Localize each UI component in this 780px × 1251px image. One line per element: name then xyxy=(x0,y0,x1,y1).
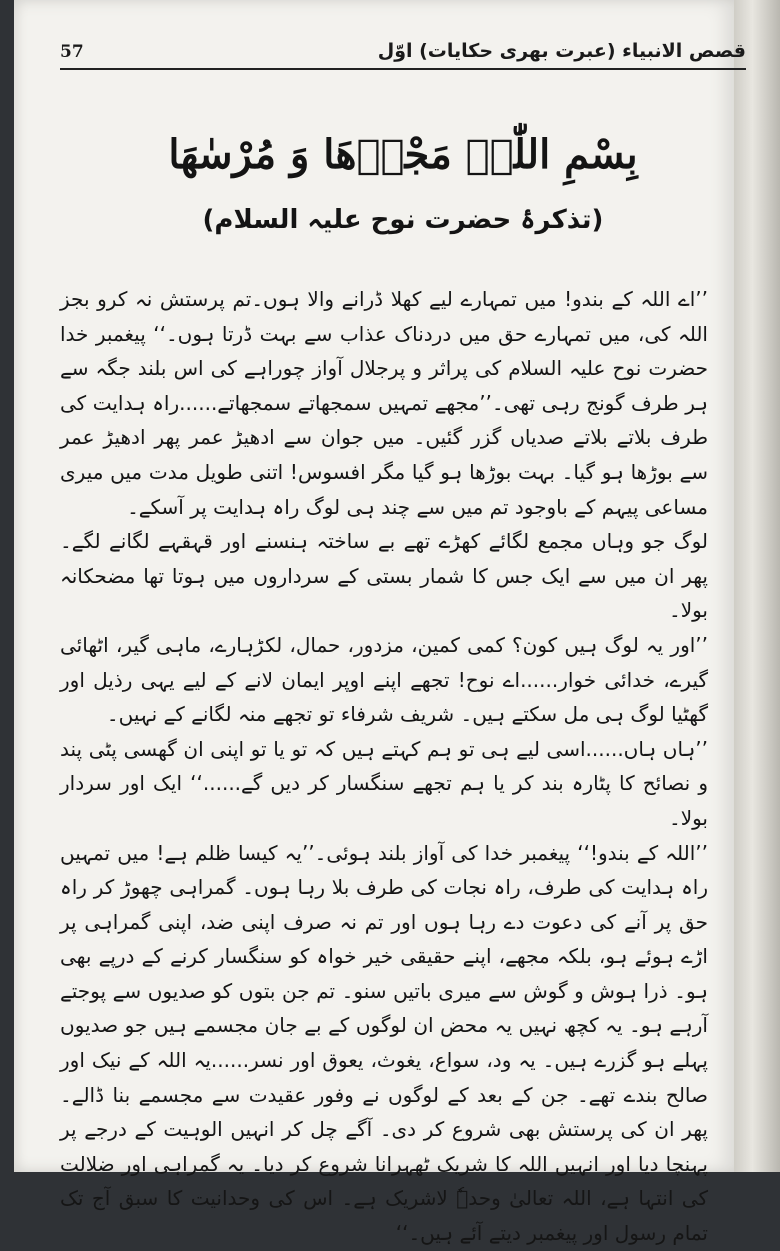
bismillah-heading: بِسْمِ اللّٰہِ مَجْرٖھَا وَ مُرْسٰھَا xyxy=(168,131,638,178)
paragraph: ’’ہاں ہاں......اسی لیے ہی تو ہم کہتے ہیں کہ تو یا تو اپنی ان گھسی پٹی پند و نصائح کا پٹارہ بند کر یا ہم تجھے سنگسار کر دیں گے......‘‘ ایک اور سردار بولا۔ xyxy=(60,736,708,830)
paragraph: ’’اللہ کے بندو!‘‘ پیغمبر خدا کی آواز بلند ہوئی۔’’یہ کیسا ظلم ہے! میں تمہیں راہ ہدایت کی طرف، راہ نجات کی طرف بلا رہا ہوں۔ گمراہی چھوڑ کر راہ حق پر آنے کی دعوت دے رہا ہوں اور تم نہ صرف اپنی ضد، اپنی گمراہی پر اڑے ہوئے ہو، بلکہ مجھے، اپنے حقیقی خیر خواہ کو سنگسار کرنے کے درپے بھی ہو۔ ذرا ہوش و گوش سے میری باتیں سنو۔ تم جن بتوں کو صدیوں سے پوجتے آرہے ہو۔ یہ کچھ نہیں یہ محض ان لوگوں کے بے جان مجسمے ہیں جو صدیوں پہلے ہو گزرے ہیں۔ یہ ود، سواع، یغوث، یعوق اور نسر......یہ اللہ کے نیک اور صالح بندے تھے۔ جن کے بعد کے لوگوں نے وفور عقیدت سے مجسمے بنا ڈالے۔ پھر ان کی پرستش بھی شروع کر دی۔ آگے چل کر انہیں الوہیت کے درجے پر پہنچا دیا اور انہیں اللہ کا شریک ٹھہرانا شروع کر دیا۔ یہ گمراہی اور ضلالت کی انتہا ہے، اللہ تعالیٰ وحدہٗ لاشریک ہے۔ اس کی وحدانیت کا سبق آج تک تمام رسول اور پیغمبر دیتے آئے ہیں۔‘‘ xyxy=(60,840,708,1246)
chapter-title: (تذکرۂ حضرت نوح علیہ السلام) xyxy=(202,205,604,235)
page-number: 57 xyxy=(60,42,84,62)
page-header xyxy=(60,28,746,70)
paragraph: ’’اے اللہ کے بندو! میں تمہارے لیے کھلا ڈرانے والا ہوں۔تم پرستش نہ کرو بجز اللہ کی، میں تمہارے حق میں دردناک عذاب سے بہت ڈرتا ہوں۔‘‘ پیغمبر خدا حضرت نوح علیہ السلام کی پراثر و پرجلال آواز چوراہے کی اس بلند جگہ سے ہر طرف گونج رہی تھی۔’’مجھے تمہیں سمجھاتے سمجھاتے......راہ ہدایت کی طرف بلاتے بلاتے صدیاں گزر گئیں۔ میں جوان سے ادھیڑ عمر پھر ادھیڑ عمر سے بوڑھا ہو گیا۔ بہت بوڑھا ہو گیا مگر افسوس! اتنی طویل مدت میں میری مساعی پیہم کے باوجود تم میں سے چند ہی لوگ راہ ہدایت پر آسکے۔ xyxy=(60,287,708,519)
paragraph: لوگ جو وہاں مجمع لگائے کھڑے تھے بے ساختہ ہنسنے اور قہقہے لگانے لگے۔ پھر ان میں سے ایک جس کا شمار بستی کے سرداروں میں ہوتا تھا مضحکانہ بولا۔ xyxy=(60,529,708,623)
body-text xyxy=(60,282,708,1246)
running-title: قصص الانبیاء (عبرت بھری حکایات) اوّل xyxy=(377,40,746,62)
paragraph: ’’اور یہ لوگ ہیں کون؟ کمی کمین، مزدور، حمال، لکڑہارے، ماہی گیر، اٹھائی گیرے، خدائی خوار......اے نوح! تجھے اپنے اوپر ایمان لانے کے لیے یہی رذیل اور گھٹیا لوگ ہی مل سکتے ہیں۔ شریف شرفاء تو تجھے منہ لگانے کے نہیں۔ xyxy=(60,632,708,727)
